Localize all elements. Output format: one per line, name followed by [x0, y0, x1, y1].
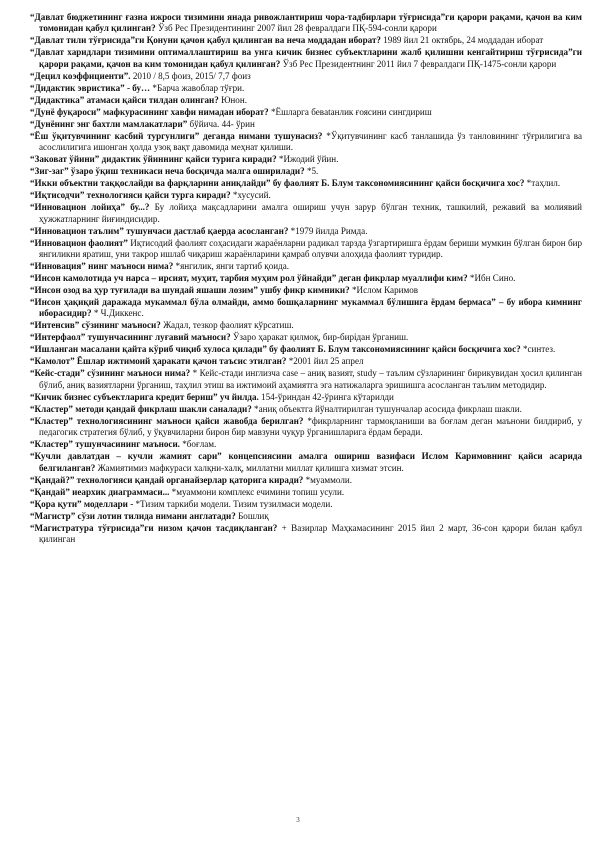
qa-entry: [30, 416, 582, 439]
qa-entry: [30, 154, 582, 165]
qa-entry: [30, 499, 582, 510]
question-text: “Кластер” технологиясининг маъноси қайси жавобда берилган?: [30, 415, 304, 426]
question-text: “Инновацион фаолият”: [30, 237, 128, 248]
answer-text: Ўзб Рес Президентининг 2007 йил 28 февралдаги ПҚ-594-сонли қарори: [155, 23, 437, 34]
answer-text: *фикрларнинг тармоқланиши ва боғлам деган маънони билдириб, у педагогик стратегия бўлиб, у ўқувчиларни бирон бир мавзуни чуқур ўрганишларига ёрдам беради.: [39, 415, 583, 438]
answer-text: + Вазирлар Маҳкамасининг 2015 йил 2 март, 36-сон қарори билан қабул қилинган: [39, 522, 582, 545]
qa-entry: [30, 285, 582, 296]
answer-text: *таҳлил.: [524, 178, 561, 189]
question-text: “Магистр” сўзи лотин тилида нимани англатади?: [30, 510, 236, 521]
answer-text: Ўзб Рес Президентнинг 2011 йил 7 февралдаги ПҚ-1475-сонли қарори: [280, 58, 557, 69]
question-text: “Инновацион лойиҳа” бу...?: [30, 202, 150, 213]
answer-text: *муаммони комплекс ечимини топиш усули.: [169, 486, 345, 497]
qa-entry: [30, 166, 582, 177]
answer-text: *Ёшларга бевatанлик ғоясини сингдириш: [268, 106, 432, 117]
question-text: “Қандай” иеархик диаграммаси...: [30, 486, 170, 497]
answer-text: бўйича. 44- ўрин: [187, 118, 255, 129]
qa-entry: [30, 12, 582, 35]
qa-entry: [30, 368, 582, 391]
question-text: “Кичик бизнес субъектларига кредит бериш” уч йилда.: [30, 391, 259, 402]
answer-text: *муаммоли.: [303, 474, 353, 485]
answer-text: Бу лойиҳа мақсадларини амалга ошириш учун зарур бўлган техник, ташкилий, режавий ва молиявий ҳужжатларнинг йиғиндисидир.: [39, 202, 582, 224]
qa-entry: [30, 404, 582, 415]
answer-text: Жадал, тезкор фаолият кўрсатиш.: [160, 320, 294, 331]
qa-entry: [30, 356, 582, 367]
qa-entry: [30, 190, 582, 201]
answer-text: *Тизим таркиби модели. Тизим тузилмаси модели.: [133, 498, 333, 509]
question-text: “Дунё фуқароси” мафкурасининг хавфи нимадан иборат?: [30, 106, 269, 117]
qa-entry: [30, 511, 582, 522]
qa-entry: [30, 273, 582, 284]
answer-text: *синтез.: [520, 344, 556, 355]
question-text: “Дидактика” атамаси қайси тилдан олинган?: [30, 94, 219, 105]
question-text: “Инновацион таълим” тушунчаси дастлаб қаерда асосланган?: [30, 225, 289, 236]
qa-entry: [30, 261, 582, 272]
question-text: “Зиг-заг” ўзаро ўқиш техникаси неча босқичда малга оширилади?: [30, 166, 305, 177]
question-text: “Қандай?” технологияси қандай органайзерлар қаторига киради?: [30, 474, 304, 485]
qa-entry: [30, 238, 582, 261]
answer-text: Ўзаро ҳаракат қилмоқ, бир-бирідан ўрганиш.: [230, 332, 409, 343]
qa-entry: [30, 439, 582, 450]
qa-entry: [30, 35, 582, 46]
question-text: “Дидактик эвристика” - бу…: [30, 82, 151, 93]
answer-text: 154-ўриндан 42-ўринга кўтарилди: [258, 391, 394, 402]
qa-entry: [30, 451, 582, 474]
qa-entry: [30, 320, 582, 331]
qa-entry: [30, 487, 582, 498]
question-text: “Давлат харидлари тизимини оптималлаштириш ва унга кичик бизнес субъектларини жалб қилишни кенгайтириш тўғрисида”ги қарори рақами, қачон ва ким томонидан қабул қилинган?: [30, 47, 582, 69]
qa-entry: [30, 47, 582, 70]
question-text: “Инсон камолотида уч нарса – ирсият, муҳит, тарбия муҳим рол ўйнайди” деган фикрлар муаллифи ким?: [30, 273, 468, 284]
qa-entry: [30, 523, 582, 546]
question-text: “Ёш ўқитувчининг касбий тургунлиги” деганда нимани тушунасиз?: [30, 130, 323, 141]
question-text: “Кейс-стади” сўзининг маъноси нима?: [30, 368, 191, 379]
qa-entry: [30, 226, 582, 237]
qa-entry: [30, 131, 582, 154]
answer-text: *Ўқитувчининг касб танлашида ўз танловининг тўғрилигига ва асослилигига ишонган ҳолда узоқ вақт давомида меҳнат қилиши.: [39, 130, 582, 153]
question-text: “Магистратура тўғрисида”ги низом қачон тасдиқланган?: [30, 522, 278, 533]
answer-text: * Ч.Диккенс.: [91, 308, 144, 319]
answer-text: Бошлиқ: [235, 510, 269, 521]
question-text: “Дунёнинг энг бахтли мамлакатлари”: [30, 118, 188, 129]
question-text: “Кластер” тушунчасининг маъноси.: [30, 439, 180, 450]
answer-text: 2010 / 8,5 фоиз, 2015/ 7,7 фоиз: [130, 70, 251, 81]
answer-text: *5.: [304, 166, 319, 177]
qa-entry: [30, 83, 582, 94]
question-text: “Инновация” нинг маъноси нима?: [30, 261, 174, 272]
qa-entry: [30, 332, 582, 343]
question-text: “Қора қути” моделлари -: [30, 498, 134, 509]
question-text: “Камолот” Ёшлар ижтимоий ҳаракати қачон таъсис этилган?: [30, 356, 287, 367]
answer-text: *Ислом Каримов: [349, 285, 419, 296]
question-text: “Давлат бюджетининг ғазна ижроси тизимини янада ривожлантириш чора-тадбирлари тўғрисида”ги қарори рақами, қачон ва ким томонидан қабул қилинган?: [30, 12, 582, 34]
answer-text: Юнон.: [218, 94, 247, 105]
qa-entry: [30, 71, 582, 82]
qa-entry: [30, 178, 582, 189]
question-text: “Иқтисодчи” технологияси қайси турга киради?: [30, 190, 231, 201]
qa-entry: [30, 344, 582, 355]
question-text: “Инсон ҳақиқий даражада мукаммал бўла олмайди, аммо бошқаларнинг мукаммал бўлишига ёрдам бермаса” – бу ибора кимнинг иборасидир?: [30, 297, 582, 319]
question-text: “Икки объектни таққослайди ва фарқларини аниқлайди” бу фаолият Б. Блум таксономиясининг қайси босқичига хос?: [30, 178, 525, 189]
answer-text: *Ибн Сино.: [467, 273, 516, 284]
page-number: 3: [296, 816, 300, 824]
answer-text: *хусусий.: [230, 190, 271, 201]
question-text: “Децил коэффициенти”.: [30, 70, 131, 81]
answer-text: *2001 йил 25 апрел: [286, 356, 364, 367]
question-text: “Кучли давлатдан – кучли жамият сари” концепсиясини амалга ошириш вазифаси Ислом Каримовнинг қайси асарида белгиланган?: [30, 451, 582, 473]
answer-text: *аниқ объектга йўналтирилган тушунчалар асосида фикрлаш шакли.: [251, 403, 522, 414]
answer-text: *Ижодий ўйин.: [276, 154, 339, 165]
qa-entry: [30, 202, 582, 225]
answer-text: *Барча жавоблар тўғри.: [150, 82, 245, 93]
qa-entry: [30, 297, 582, 320]
answer-text: *янгилик, янги тартиб қоида.: [173, 261, 290, 272]
answer-text: 1989 йил 21 октябрь, 24 моддадан иборат: [380, 35, 544, 46]
answer-text: Жамиятимиз мафкураси халқни-халқ, миллатни миллат қилишга хизмат этсин.: [95, 462, 404, 473]
question-text: “Интенсив” сўзининг маъноси?: [30, 320, 161, 331]
qa-entry: [30, 95, 582, 106]
question-text: “Заковат ўйини” дидактик ўйиннинг қайси турига киради?: [30, 154, 277, 165]
question-text: “Давлат тили тўғрисида”ги Қонуни қачон қабул қилинган ва неча моддадан иборат?: [30, 35, 381, 46]
watermark: ​: [322, 141, 397, 189]
answer-text: Иқтисодий фаолият соҳасидаги жараёнларни радикал тарзда ўзгартиришга ёрдам бериши мумкин бўлган бирон бир янгиликни яратиш, уни такрор ишлаб чиқариш жараёнларини қамраб олувчи алоҳида фаолият туридир.: [39, 237, 582, 260]
question-text: “Интерфаол” тушунчасининг луғавий маъноси?: [30, 332, 231, 343]
answer-text: * Кейс-стади инглизча case – аниқ вазият, study – таълим сўзларининг бирикувидан ҳосил қилинган бўлиб, аниқ вазиятларни ўрганиш, таҳлил этиш ва ижтимоий аҳамиятга эга натижаларга эришишга асосланган таълим методидир.: [39, 368, 582, 390]
answer-text: *1979 йилда Римда.: [288, 225, 368, 236]
qa-entry: [30, 392, 582, 403]
question-text: “Кластер” методи қандай фикрлаш шакли саналади?: [30, 403, 252, 414]
question-text: “Ишланган масалани қайта кўриб чиқиб хулоса қилади” бу фаолият Б. Блум таксономиясининг қайси босқичига хос?: [30, 344, 521, 355]
qa-entry: [30, 107, 582, 118]
document-page: [30, 12, 582, 546]
qa-entry: [30, 119, 582, 130]
answer-text: *боғлам.: [179, 439, 217, 450]
question-text: “Инсон озод ва ҳур туғилади ва шундай яшаши лозим” ушбу фикр кимники?: [30, 285, 350, 296]
qa-entry: [30, 475, 582, 486]
